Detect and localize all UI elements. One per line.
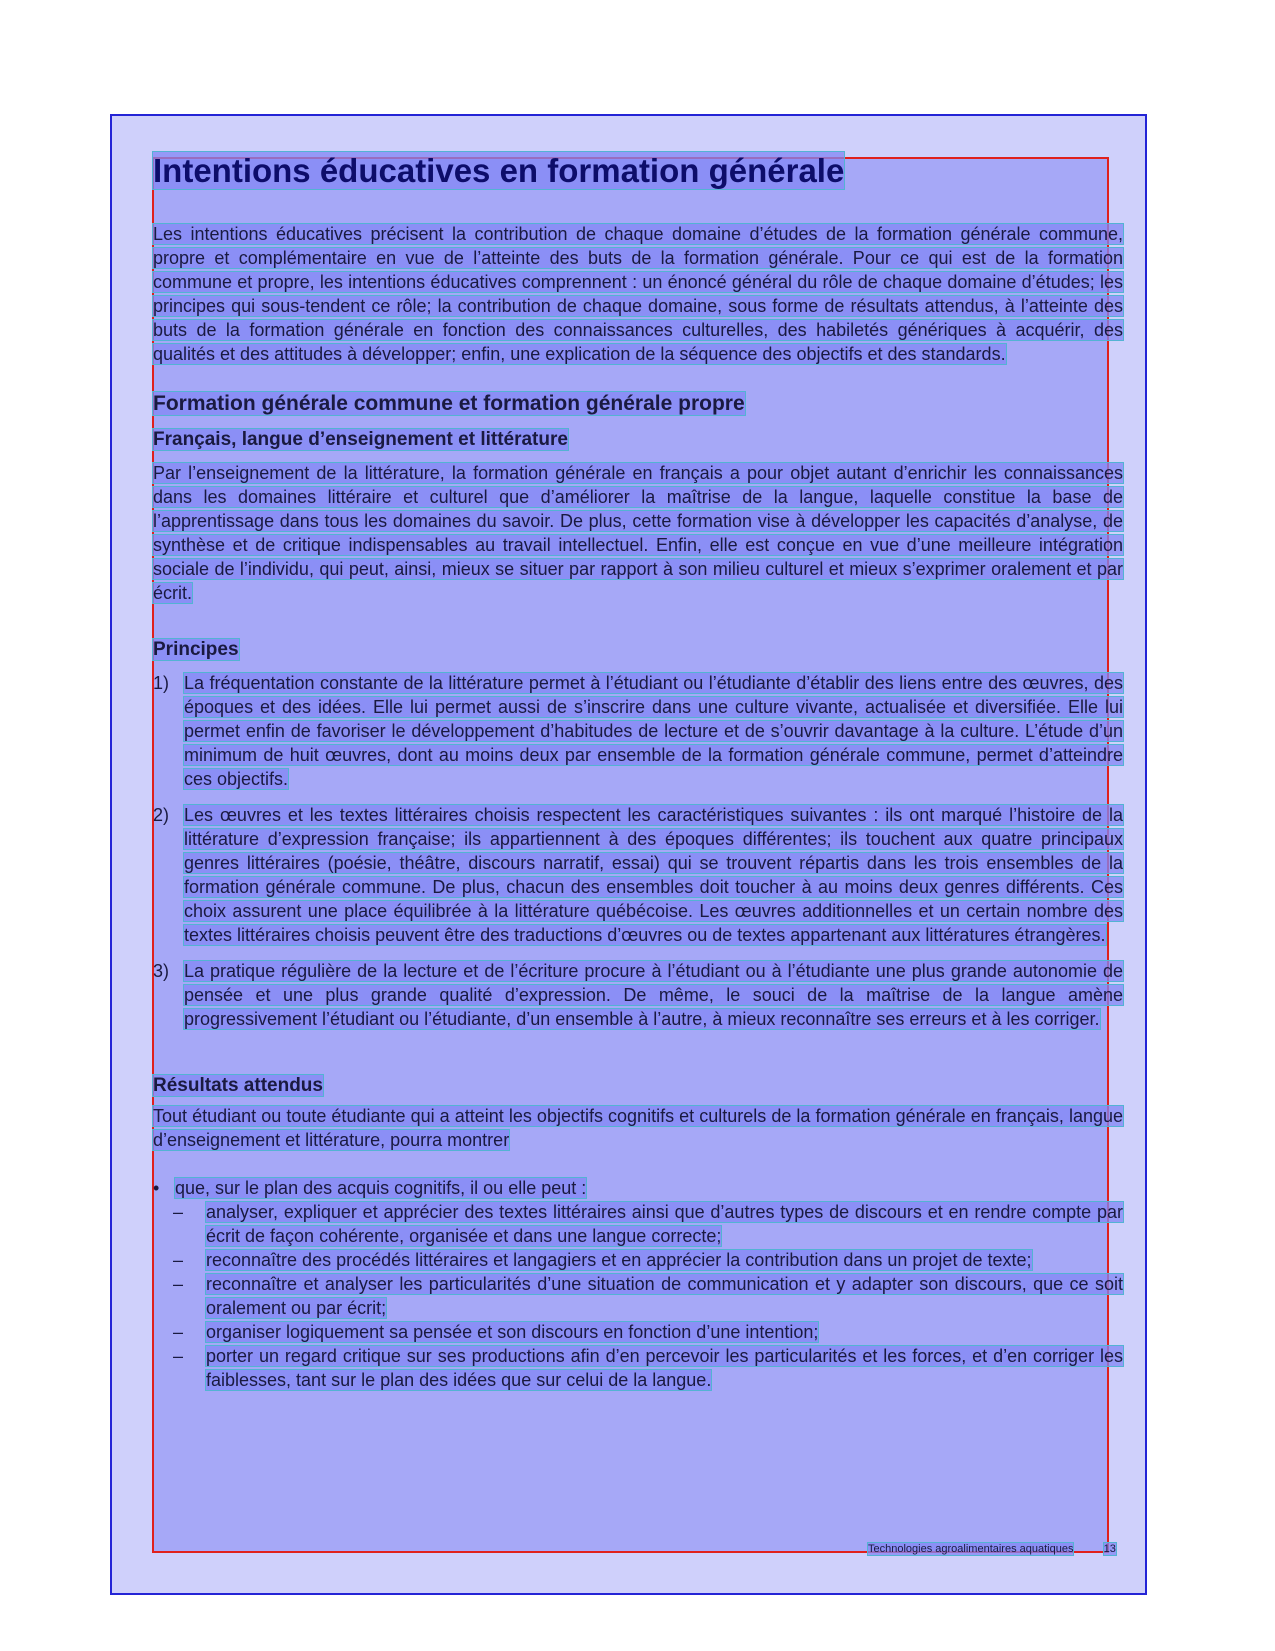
principles-list: [153, 671, 1123, 1031]
result-item: [173, 1272, 1123, 1320]
result-item: [173, 1200, 1123, 1248]
result-text: organiser logiquement sa pensée et son discours en fonction d’une intention;: [206, 1322, 819, 1342]
bullet-icon: •: [153, 1178, 160, 1198]
dash-icon: –: [173, 1202, 184, 1222]
footer-program: Technologies agroalimentaires aquatiques: [868, 1543, 1074, 1555]
principle-number: 2): [153, 805, 170, 825]
result-item: [173, 1344, 1123, 1392]
page-title: Intentions éducatives en formation générale: [153, 152, 845, 189]
results-list: [153, 1200, 1123, 1392]
document-body: [153, 150, 1123, 1392]
principle-number: 3): [153, 961, 170, 981]
results-heading: Résultats attendus: [153, 1075, 323, 1096]
section-heading: Formation générale commune et formation générale propre: [153, 392, 745, 415]
page-footer: [868, 1543, 1116, 1556]
principle-text: La fréquentation constante de la littérature permet à l’étudiant ou l’étudiante d’établir des liens entre des œuvres, des époques et des idées. Elle lui permet aussi de s’inscrire dans une culture vivante, actualisée et diversifiée. Elle lui permet enfin de favoriser le développement d’habitudes de lecture et de s’ouvrir davantage à la culture. L’étude d’un minimum de huit œuvres, dont au moins deux par ensemble de la formation générale commune, permet d’atteindre ces objectifs.: [184, 673, 1123, 789]
dash-icon: –: [173, 1346, 184, 1366]
dash-icon: –: [173, 1250, 184, 1270]
result-text: reconnaître et analyser les particularités d’une situation de communication et y adapter son discours, que ce soit oralement ou par écrit;: [206, 1274, 1123, 1318]
subsection-heading: Français, langue d’enseignement et littérature: [153, 429, 568, 450]
principle-item: [153, 959, 1123, 1031]
result-text: analyser, expliquer et apprécier des textes littéraires ainsi que d’autres types de discours et en rendre compte par écrit de façon cohérente, organisée et dans une langue correcte;: [206, 1202, 1123, 1246]
results-intro: Tout étudiant ou toute étudiante qui a atteint les objectifs cognitifs et culturels de la formation générale en français, langue d’enseignement et littérature, pourra montrer: [153, 1106, 1123, 1150]
results-bullet: [153, 1176, 1123, 1200]
bullet-label: que, sur le plan des acquis cognitifs, il ou elle peut :: [175, 1178, 587, 1198]
dash-icon: –: [173, 1322, 184, 1342]
subsection-paragraph: Par l’enseignement de la littérature, la formation générale en français a pour objet autant d’enrichir les connaissances dans les domaines littéraire et culturel que d’améliorer la maîtrise de la langue, laquelle constitue la base de l’apprentissage dans tous les domaines du savoir. De plus, cette formation vise à développer les capacités d’analyse, de synthèse et de critique indispensables au travail intellectuel. Enfin, elle est conçue en vue d’une meilleure intégration sociale de l’individu, qui peut, ainsi, mieux se situer par rapport à son milieu culturel et mieux s’exprimer oralement et par écrit.: [153, 463, 1123, 603]
footer-page-number: 13: [1103, 1543, 1116, 1555]
principles-heading: Principes: [153, 639, 239, 660]
principle-text: La pratique régulière de la lecture et de l’écriture procure à l’étudiant ou à l’étudiante une plus grande autonomie de pensée et une plus grande qualité d’expression. De même, le souci de la maîtrise de la langue amène progressivement l’étudiant ou l’étudiante, d’un ensemble à l’autre, à mieux reconnaître ses erreurs et à les corriger.: [184, 961, 1123, 1029]
principle-text: Les œuvres et les textes littéraires choisis respectent les caractéristiques suivantes : ils ont marqué l’histoire de la littérature d’expression française; ils appartiennent à des époques différentes; ils touchent aux quatre principaux genres littéraires (poésie, théâtre, discours narratif, essai) qui se trouvent répartis dans les trois ensembles de la formation générale commune. De plus, chacun des ensembles doit toucher à au moins deux genres différents. Ces choix assurent une place équilibrée à la littérature québécoise. Les œuvres additionnelles et un certain nombre des textes littéraires choisis peuvent être des traductions d’œuvres ou de textes appartenant aux littératures étrangères.: [184, 805, 1123, 945]
principle-item: [153, 671, 1123, 791]
principle-number: 1): [153, 673, 170, 693]
result-item: [173, 1248, 1123, 1272]
result-text: porter un regard critique sur ses productions afin d’en percevoir les particularités et les forces, et d’en corriger les faiblesses, tant sur le plan des idées que sur celui de la langue.: [206, 1346, 1123, 1390]
intro-paragraph: Les intentions éducatives précisent la contribution de chaque domaine d’études de la formation générale commune, propre et complémentaire en vue de l’atteinte des buts de la formation générale. Pour ce qui est de la formation commune et propre, les intentions éducatives comprennent : un énoncé général du rôle de chaque domaine d’études; les principes qui sous-tendent ce rôle; la contribution de chaque domaine, sous forme de résultats attendus, à l’atteinte des buts de la formation générale en fonction des connaissances culturelles, des habiletés génériques à acquérir, des qualités et des attitudes à développer; enfin, une explication de la séquence des objectifs et des standards.: [153, 224, 1123, 364]
result-text: reconnaître des procédés littéraires et langagiers et en apprécier la contribution dans un projet de texte;: [206, 1250, 1032, 1270]
principle-item: [153, 803, 1123, 947]
result-item: [173, 1320, 1123, 1344]
dash-icon: –: [173, 1274, 184, 1294]
